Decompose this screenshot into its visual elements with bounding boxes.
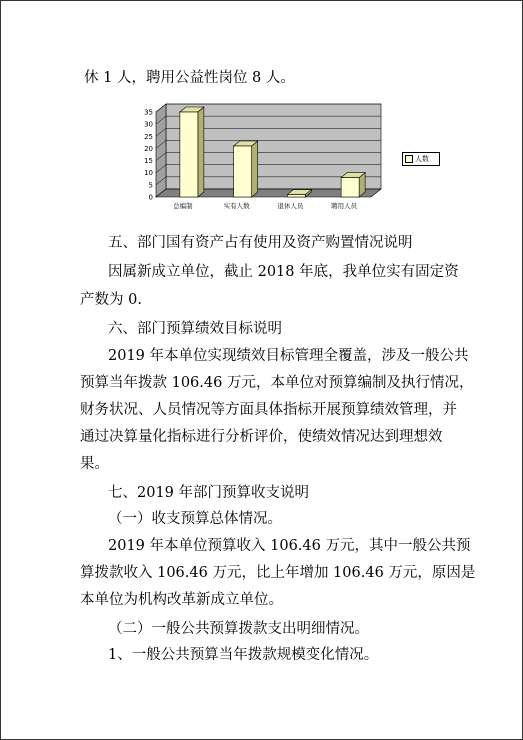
bar <box>341 178 359 197</box>
text-line-14: 算拨款收入 106.46 万元，比上年增加 106.46 万元，原因是 <box>80 565 476 581</box>
y-tick-label: 5 <box>148 181 153 190</box>
x-tick-label: 聘用人员 <box>331 202 358 210</box>
bar-side <box>198 107 204 197</box>
bar <box>180 112 198 197</box>
y-tick-label: 30 <box>144 120 153 129</box>
y-tick-label: 15 <box>144 157 153 166</box>
text-line-8: 财务状况、人员情况等方面具体指标开展预算绩效管理，并 <box>80 402 457 418</box>
text-line-3: 因属新成立单位，截止 2018 年底，我单位实有固定资 <box>108 264 459 280</box>
bar <box>234 146 252 197</box>
text-line-16: （二）一般公共预算拨款支出明细情况。 <box>108 621 369 637</box>
y-tick-label: 10 <box>144 169 153 178</box>
chart-legend <box>402 152 440 166</box>
text-line-13: 2019 年本单位预算收入 106.46 万元，其中一般公共预 <box>108 538 471 554</box>
text-line-11: 七、2019 年部门预算收支说明 <box>108 485 310 501</box>
plot-side-wall <box>156 104 166 197</box>
legend-label: 人数 <box>415 155 429 163</box>
text-line-5: 六、部门预算绩效目标说明 <box>108 321 282 337</box>
y-tick-label: 20 <box>144 144 153 153</box>
text-line-9: 通过决算量化指标进行分析评价，使绩效情况达到理想效 <box>80 429 443 445</box>
text-line-17: 1、一般公共预算当年拨款规模变化情况。 <box>108 647 379 663</box>
text-line-7: 预算当年拨款 106.46 万元，本单位对预算编制及执行情况， <box>80 375 474 391</box>
text-line-15: 本单位为机构改革新成立单位。 <box>80 592 283 608</box>
text-line-2: 五、部门国有资产占有使用及资产购置情况说明 <box>108 235 413 251</box>
bar-side <box>252 141 258 197</box>
text-line-10: 果。 <box>80 456 109 472</box>
x-tick-label: 实有人数 <box>223 202 250 210</box>
y-tick-label: 35 <box>144 108 153 117</box>
bar <box>287 195 305 197</box>
legend-swatch <box>405 155 413 163</box>
y-tick-label: 0 <box>148 193 153 202</box>
text-line-4: 产数为 0. <box>80 292 142 308</box>
text-line-6: 2019 年本单位实现绩效目标管理全覆盖，涉及一般公共 <box>108 348 469 364</box>
text-line-1: 休 1 人，聘用公益性岗位 8 人。 <box>84 70 295 86</box>
x-tick-label: 退休人员 <box>277 202 304 210</box>
y-tick-label: 25 <box>144 132 153 141</box>
x-tick-label: 总编制 <box>173 202 193 210</box>
text-line-12: （一）收支预算总体情况。 <box>108 511 282 527</box>
